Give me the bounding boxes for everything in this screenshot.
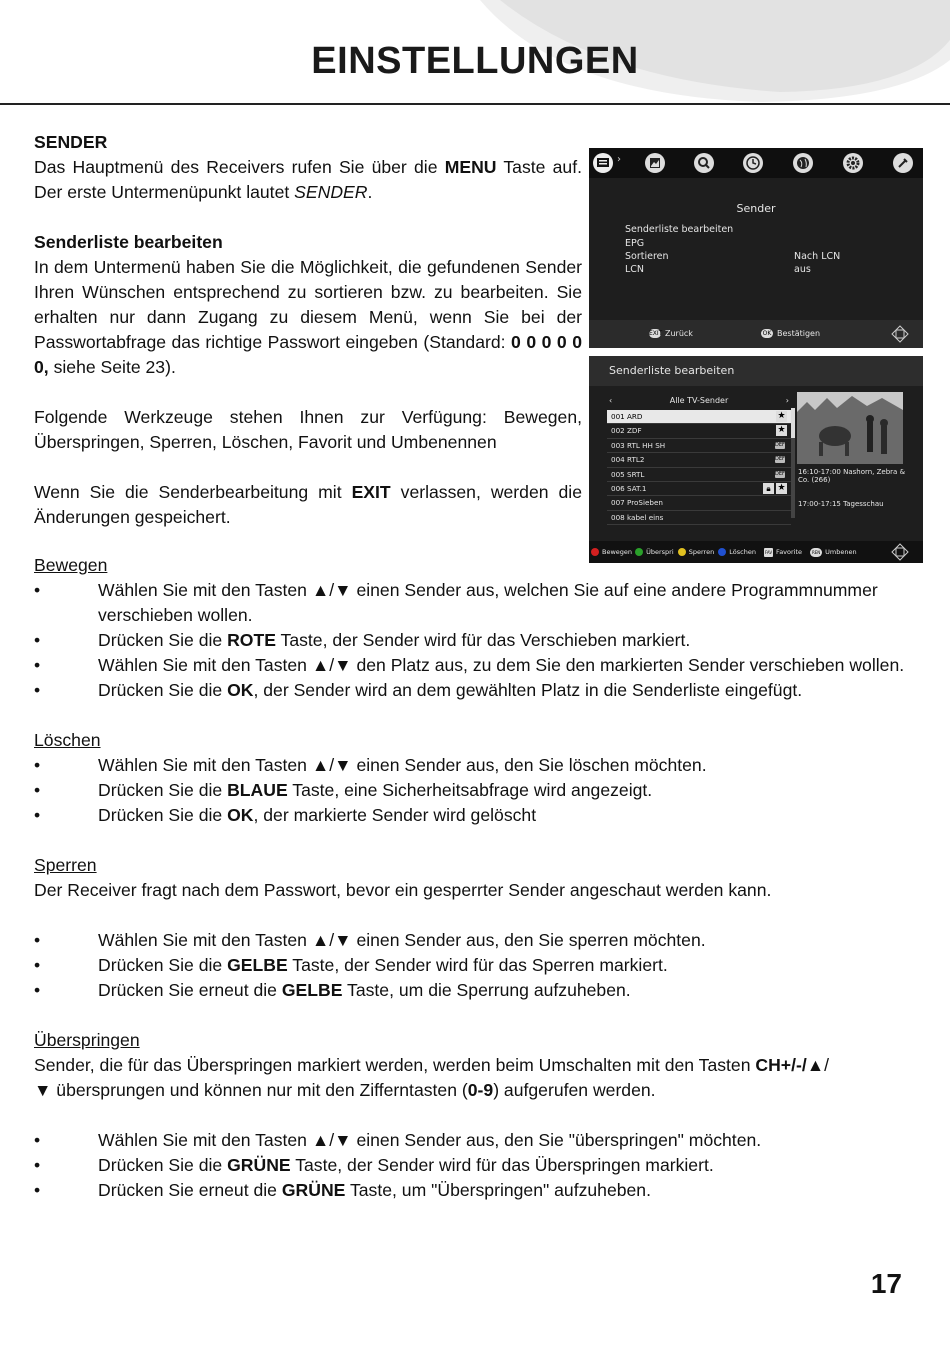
channel-row[interactable] bbox=[607, 439, 791, 453]
screen2-header: Senderliste bearbeiten bbox=[589, 356, 923, 386]
channel-row[interactable] bbox=[607, 424, 791, 438]
list-item bbox=[34, 1178, 906, 1203]
bullet-icon: • bbox=[34, 655, 41, 675]
channel-tag-icon: DEF bbox=[775, 470, 785, 477]
text: Drücken Sie die bbox=[98, 955, 228, 975]
foot-label-sperren: Sperren bbox=[688, 548, 715, 556]
text: Taste, der Sender wird für das Verschieben markiert. bbox=[275, 630, 691, 650]
foot-label-umbenennen: Umbenen bbox=[825, 548, 857, 556]
menu-item-sortieren[interactable]: Sortieren bbox=[625, 251, 669, 262]
channel-row[interactable] bbox=[607, 511, 791, 525]
menu-value-lcn: aus bbox=[794, 264, 811, 275]
text: ) aufgerufen werden. bbox=[493, 1080, 656, 1100]
bullet-icon: • bbox=[34, 580, 41, 600]
channel-menu-icon bbox=[592, 152, 614, 174]
gear-icon bbox=[842, 152, 864, 174]
text: Das Hauptmenü des Receivers rufen Sie über die bbox=[34, 157, 445, 177]
channel-name: 002 ZDF bbox=[611, 426, 642, 436]
text: Drücken Sie die bbox=[98, 805, 228, 825]
sperren-list bbox=[34, 928, 906, 1003]
text-bold: 0 0 0 0 0 0, bbox=[34, 332, 582, 377]
list-item bbox=[34, 753, 906, 778]
list-item bbox=[34, 1153, 906, 1178]
text: Taste, der Sender wird für das Überspringen markiert. bbox=[290, 1155, 714, 1175]
list-item bbox=[34, 978, 906, 1003]
bullet-icon: • bbox=[34, 805, 41, 825]
foot-label-favorite: Favorite bbox=[776, 548, 803, 556]
text: Wählen Sie mit den Tasten ▲/▼ einen Sender aus, welchen Sie auf eine andere Programmnummer verschieben wollen. bbox=[98, 580, 878, 625]
text: Wählen Sie mit den Tasten ▲/▼ einen Sender aus, den Sie löschen möchten. bbox=[98, 755, 707, 775]
text-bold: GELBE bbox=[227, 955, 288, 975]
channel-row[interactable] bbox=[607, 410, 791, 424]
text-italic: SENDER bbox=[294, 182, 368, 202]
menu-item-lcn[interactable]: LCN bbox=[625, 264, 645, 275]
search-icon bbox=[693, 152, 715, 174]
channel-name: 005 SRTL bbox=[611, 469, 645, 479]
intro-column bbox=[34, 130, 582, 530]
scrollbar-thumb[interactable] bbox=[791, 408, 795, 438]
text: Taste, um die Sperrung aufzuheben. bbox=[342, 980, 631, 1000]
bullet-icon: • bbox=[34, 1130, 41, 1150]
text: Drücken Sie die bbox=[98, 630, 228, 650]
text-bold: GRÜNE bbox=[227, 1155, 291, 1175]
channel-list-scrollbar[interactable] bbox=[791, 408, 795, 518]
exit-paragraph bbox=[34, 480, 582, 530]
channel-row[interactable] bbox=[607, 468, 791, 482]
text: Drücken Sie die bbox=[98, 780, 228, 800]
list-item bbox=[34, 653, 906, 678]
menu-value-sortieren: Nach LCN bbox=[794, 251, 841, 262]
text: Taste, um "Überspringen" aufzuheben. bbox=[345, 1180, 651, 1200]
text: Drücken Sie erneut die bbox=[98, 1180, 282, 1200]
channel-name: 008 kabel eins bbox=[611, 512, 664, 522]
chevron-right-icon[interactable]: › bbox=[785, 396, 789, 405]
text-bold: GRÜNE bbox=[281, 1180, 346, 1200]
back-hint bbox=[649, 329, 693, 338]
epg-now: 16:10-17:00 Nashorn, Zebra & Co. (266) bbox=[798, 468, 906, 484]
text-bold: CH+/-/ bbox=[755, 1055, 807, 1075]
text-bold: EXIT bbox=[351, 482, 391, 502]
channel-tag-icon: DEF bbox=[775, 456, 785, 463]
menu-title: Sender bbox=[736, 202, 776, 215]
bullet-icon: • bbox=[34, 930, 41, 950]
list-item bbox=[34, 1128, 906, 1153]
text-bold: ROTE bbox=[227, 630, 276, 650]
page-title: EINSTELLUNGEN bbox=[311, 40, 639, 82]
text: Wenn Sie die Senderbearbeitung mit bbox=[34, 482, 352, 502]
navigation-arrows-icon bbox=[891, 325, 909, 343]
list-item bbox=[34, 953, 906, 978]
text-bold: MENU bbox=[444, 157, 497, 177]
text-bold: OK bbox=[227, 680, 254, 700]
text: Drücken Sie erneut die bbox=[98, 980, 282, 1000]
text: Drücken Sie die bbox=[98, 1155, 228, 1175]
text-bold: OK bbox=[227, 805, 254, 825]
senderliste-screenshot bbox=[589, 356, 923, 563]
loeschen-list bbox=[34, 753, 906, 828]
ueberspringen-intro bbox=[34, 1053, 906, 1103]
clock-icon bbox=[742, 152, 764, 174]
sender-paragraph bbox=[34, 155, 582, 205]
title-rule bbox=[0, 103, 950, 105]
text: Taste auf. Der erste Untermenüpunkt lautet bbox=[34, 157, 582, 202]
text: , der markierte Sender wird gelöscht bbox=[253, 805, 537, 825]
menu-item-senderliste[interactable]: Senderliste bearbeiten bbox=[625, 224, 734, 235]
ok-hint bbox=[761, 329, 820, 338]
channel-list-title: Alle TV-Sender bbox=[669, 396, 729, 405]
bullet-icon: • bbox=[34, 955, 41, 975]
channel-name: 003 RTL HH SH bbox=[611, 440, 666, 450]
channel-row[interactable] bbox=[607, 482, 791, 496]
sperren-heading: Sperren bbox=[34, 855, 97, 875]
bewegen-heading: Bewegen bbox=[34, 555, 108, 575]
epg-next: 17:00-17:15 Tagesschau bbox=[798, 500, 884, 508]
fav-key-icon: FAV bbox=[764, 549, 773, 555]
back-label: Zurück bbox=[665, 329, 693, 338]
text: verlassen, werden die Änderungen gespeichert. bbox=[34, 482, 582, 527]
text: siehe Seite 23). bbox=[48, 357, 176, 377]
text: Sender, die für das Überspringen markiert werden, werden beim Umschalten mit den Tasten bbox=[34, 1055, 756, 1075]
bullet-icon: • bbox=[34, 630, 41, 650]
list-item bbox=[34, 678, 906, 703]
senderliste-heading: Senderliste bearbeiten bbox=[34, 232, 223, 252]
text: In dem Untermenü haben Sie die Möglichkeit, die gefundenen Sender Ihren Wünschen entsprechend zu sortieren bzw. zu bearbeiten. Sie erhalten nur dann Zugang zu diesem Menü, wenn Sie bei der Passwortabfrage das richtige Passwort eingeben (Standard: bbox=[34, 257, 582, 352]
picture-icon bbox=[644, 152, 666, 174]
bullet-icon: • bbox=[34, 1155, 41, 1175]
channel-tag-icon: DEF bbox=[775, 441, 785, 448]
tools-icon bbox=[892, 152, 914, 174]
bullet-icon: • bbox=[34, 980, 41, 1000]
list-item bbox=[34, 578, 906, 628]
favorite-star-icon: ★ bbox=[777, 425, 786, 436]
foot-label-bewegen: Bewegen bbox=[602, 548, 633, 556]
ueberspringen-list bbox=[34, 1128, 906, 1203]
menu-icon-bar bbox=[589, 148, 923, 178]
bullet-icon: • bbox=[34, 780, 41, 800]
sperren-intro: Der Receiver fragt nach dem Passwort, bevor ein gesperrter Sender angeschaut werden kann. bbox=[34, 880, 772, 900]
screen1-footer bbox=[589, 320, 923, 348]
ok-key-icon: OK bbox=[762, 330, 772, 337]
text: Wählen Sie mit den Tasten ▲/▼ einen Sender aus, den Sie "überspringen" möchten. bbox=[98, 1130, 762, 1150]
foot-label-loeschen: Löschen bbox=[729, 548, 756, 556]
text: Wählen Sie mit den Tasten ▲/▼ den Platz aus, zu dem Sie den markierten Sender verschieben wollen. bbox=[98, 655, 905, 675]
page-number: 17 bbox=[870, 1268, 902, 1299]
globe-icon bbox=[792, 152, 814, 174]
list-item bbox=[34, 778, 906, 803]
foot-label-ueberspringen: Überspri bbox=[646, 548, 674, 556]
text: Drücken Sie die bbox=[98, 680, 228, 700]
channel-name: 004 RTL2 bbox=[611, 455, 645, 465]
tools-paragraph: Folgende Werkzeuge stehen Ihnen zur Verfügung: Bewegen, Überspringen, Sperren, Löschen, Favorit und Umbenennen bbox=[34, 407, 582, 452]
text: Wählen Sie mit den Tasten ▲/▼ einen Sender aus, den Sie sperren möchten. bbox=[98, 930, 706, 950]
channel-list-header bbox=[607, 392, 791, 410]
lock-icon: 🔒︎ bbox=[763, 483, 774, 494]
channel-name: 001 ARD bbox=[611, 412, 643, 421]
text: ▼ übersprungen und können nur mit den Zifferntasten ( bbox=[34, 1080, 468, 1100]
menu-item-epg[interactable]: EPG bbox=[625, 238, 645, 249]
bullet-icon: • bbox=[34, 1180, 41, 1200]
list-item bbox=[34, 803, 906, 828]
sender-menu-screenshot bbox=[589, 148, 923, 348]
text: Taste, der Sender wird für das Sperren markiert. bbox=[287, 955, 668, 975]
ueberspringen-heading: Überspringen bbox=[34, 1030, 140, 1050]
list-item bbox=[34, 928, 906, 953]
loeschen-heading: Löschen bbox=[34, 730, 101, 750]
channel-row[interactable] bbox=[607, 453, 791, 467]
text-bold: 0-9 bbox=[467, 1080, 494, 1100]
favorite-star-icon: ★ bbox=[777, 482, 786, 493]
text-bold: BLAUE bbox=[227, 780, 288, 800]
text: ▲/ bbox=[806, 1055, 830, 1075]
senderliste-paragraph bbox=[34, 255, 582, 380]
bullet-icon: • bbox=[34, 755, 41, 775]
chevron-left-icon[interactable]: ‹ bbox=[609, 396, 613, 405]
exit-key-icon: EXIT bbox=[649, 330, 663, 337]
list-item bbox=[34, 628, 906, 653]
sections bbox=[34, 553, 906, 1203]
text-bold: GELBE bbox=[281, 980, 343, 1000]
rename-key-icon: REN bbox=[811, 549, 821, 555]
text: , der Sender wird an dem gewählten Platz in die Senderliste eingefügt. bbox=[253, 680, 803, 700]
favorite-star-icon: ★ bbox=[777, 411, 786, 421]
text: . bbox=[367, 182, 373, 202]
channel-name: 007 ProSieben bbox=[611, 498, 663, 508]
ok-label: Bestätigen bbox=[777, 329, 821, 338]
video-preview-image bbox=[797, 392, 903, 464]
bewegen-list bbox=[34, 578, 906, 703]
bullet-icon: • bbox=[34, 680, 41, 700]
sender-heading: SENDER bbox=[34, 132, 108, 152]
channel-row[interactable] bbox=[607, 496, 791, 510]
channel-name: 006 SAT.1 bbox=[611, 483, 647, 493]
chevron-right-icon: › bbox=[617, 154, 621, 165]
text: Taste, eine Sicherheitsabfrage wird angezeigt. bbox=[287, 780, 653, 800]
channel-list bbox=[607, 392, 791, 525]
